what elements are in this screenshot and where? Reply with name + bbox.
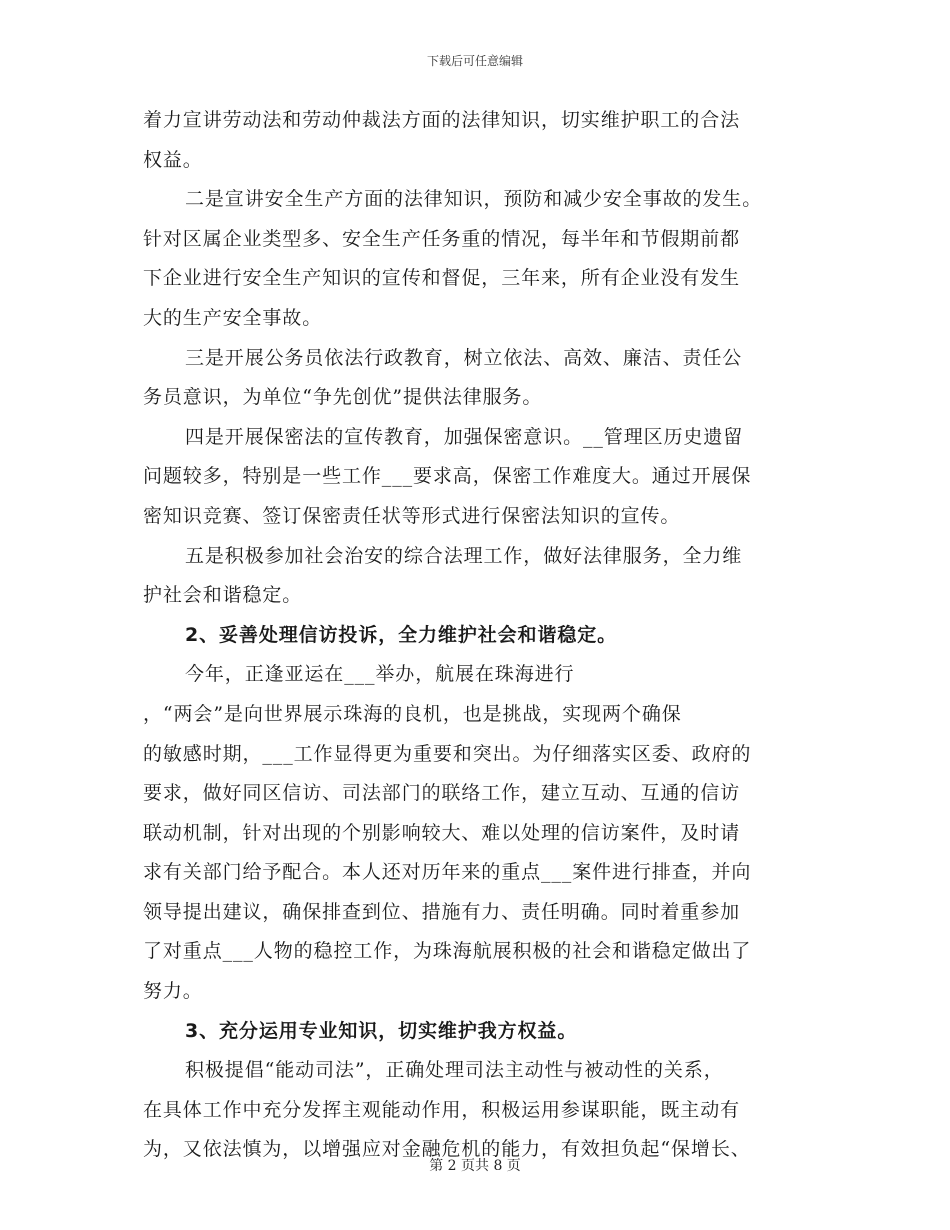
text-line: 权益。 bbox=[143, 148, 203, 171]
text-line: 领导提出建议，确保排查到位、措施有力、责任明确。同时着重参加 bbox=[143, 900, 741, 923]
text-line: 积极提倡“能动司法”，正确处理司法主动性与被动性的关系， bbox=[185, 1059, 724, 1082]
text-line: 二是宣讲安全生产方面的法律知识，预防和减少安全事故的发生。 bbox=[185, 188, 763, 211]
text-line: 的敏感时期，___工作显得更为重要和突出。为仔细落实区委、政府的 bbox=[143, 742, 752, 765]
text-line: 在具体工作中充分发挥主观能动作用，积极运用参谋职能，既主动有 bbox=[143, 1098, 741, 1121]
section-heading: 2、妥善处理信访投诉，全力维护社会和谐稳定。 bbox=[185, 623, 618, 646]
text-line: 四是开展保密法的宣传教育，加强保密意识。__管理区历史遗留 bbox=[185, 425, 744, 448]
text-line: 着力宣讲劳动法和劳动仲裁法方面的法律知识，切实维护职工的合法 bbox=[143, 109, 741, 131]
text-line: 联动机制，针对出现的个别影响较大、难以处理的信访案件，及时请 bbox=[143, 821, 741, 844]
text-line: 求有关部门给予配合。本人还对历年来的重点___案件进行排查，并向 bbox=[143, 861, 752, 884]
document-body bbox=[143, 101, 811, 1170]
text-line: 大的生产安全事故。 bbox=[143, 306, 323, 329]
page-header: 下载后可任意编辑 bbox=[426, 54, 523, 68]
text-line: 针对区属企业类型多、安全生产任务重的情况，每半年和节假期前都 bbox=[143, 227, 741, 250]
section-heading: 3、充分运用专业知识，切实维护我方权益。 bbox=[185, 1019, 578, 1042]
text-line: 护社会和谐稳定。 bbox=[143, 584, 303, 607]
text-line: 务员意识，为单位“争先创优”提供法律服务。 bbox=[143, 386, 543, 409]
text-line: ，“两会”是向世界展示珠海的良机，也是挑战，实现两个确保 bbox=[143, 702, 682, 725]
page-footer: 第 2 页共 8 页 bbox=[429, 1158, 521, 1174]
text-line: 下企业进行安全生产知识的宣传和督促，三年来，所有企业没有发生 bbox=[143, 267, 741, 290]
text-line: 问题较多，特别是一些工作___要求高，保密工作难度大。通过开展保 bbox=[143, 465, 752, 488]
text-line: 要求，做好同区信访、司法部门的联络工作，建立互动、互通的信访 bbox=[143, 782, 741, 805]
text-line: 了对重点___人物的稳控工作，为珠海航展积极的社会和谐稳定做出了 bbox=[143, 940, 752, 963]
text-line: 为，又依法慎为，以增强应对金融危机的能力，有效担负起“保增长、 bbox=[143, 1138, 751, 1161]
text-line: 五是积极参加社会治安的综合法理工作，做好法律服务，全力维 bbox=[185, 544, 743, 567]
text-line: 密知识竞赛、签订保密责任状等形式进行保密法知识的宣传。 bbox=[143, 504, 681, 527]
text-line: 三是开展公务员依法行政教育，树立依法、高效、廉洁、责任公 bbox=[185, 346, 743, 369]
text-line: 努力。 bbox=[143, 980, 203, 1003]
text-line: 今年，正逢亚运在___举办，航展在珠海进行 bbox=[185, 663, 575, 686]
